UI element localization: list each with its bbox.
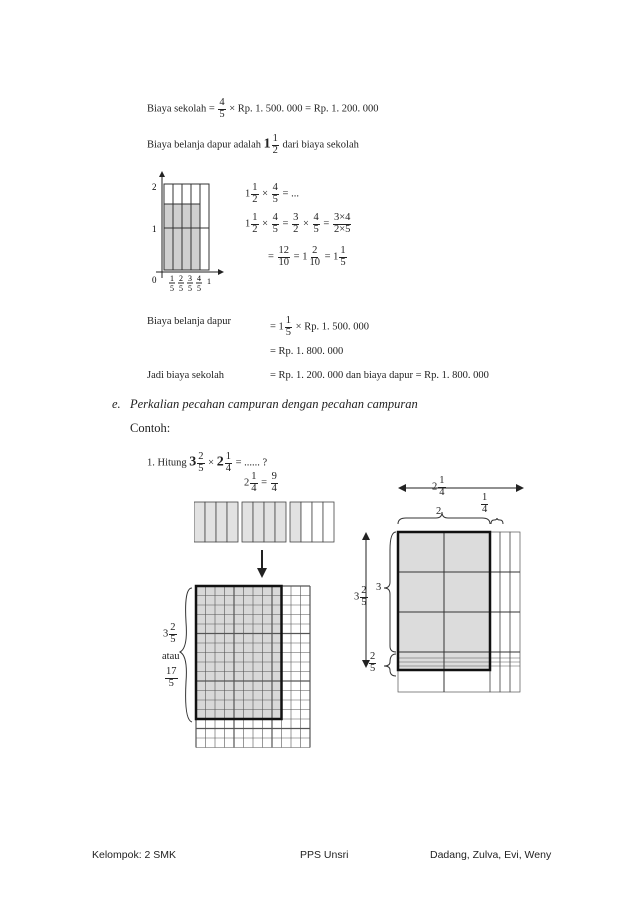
right-small-label: $\frac{2}{5}$ bbox=[370, 651, 376, 674]
x-axis-arrow bbox=[218, 269, 224, 275]
y-axis-arrow bbox=[159, 171, 165, 177]
strip-cell bbox=[242, 502, 253, 542]
small-fraction-chart bbox=[148, 170, 226, 294]
line-jadi-label: Jadi biaya sekolah bbox=[147, 370, 224, 381]
belanja-result: = Rp. 1. 800. 000 bbox=[270, 346, 344, 357]
right-three-label: 3 bbox=[376, 582, 382, 593]
y-label-2: 2 bbox=[152, 182, 157, 192]
strip-bars bbox=[194, 500, 344, 546]
x-label-num-3: 3 bbox=[188, 274, 192, 283]
y-label-0: 0 bbox=[152, 275, 157, 285]
x-label-one: 1 bbox=[207, 277, 211, 286]
fraction-four-fifths: $\frac{4}{5}$ bbox=[219, 97, 225, 120]
line-belanja-dapur: Biaya belanja dapur bbox=[147, 316, 231, 327]
x-label-den-1: 5 bbox=[170, 284, 174, 293]
left-brace bbox=[180, 588, 192, 722]
down-arrow-icon bbox=[256, 550, 268, 580]
left-mixed-label: 3 $\frac{2}{5}$ bbox=[163, 622, 176, 645]
right-side-label: 3 $\frac{2}{5}$ bbox=[354, 585, 367, 608]
x-label-num-4: 4 bbox=[197, 274, 201, 283]
y-label-1: 1 bbox=[152, 224, 157, 234]
footer-right: Dadang, Zulva, Evi, Weny bbox=[430, 849, 552, 861]
section-e-title: Perkalian pecahan campuran dengan pecahan campuran bbox=[130, 397, 418, 411]
right-top-label: 2 $\frac{1}{4}$ bbox=[432, 475, 445, 498]
strip-cell bbox=[205, 502, 216, 542]
strip-cell bbox=[301, 502, 312, 542]
line-biaya-sekolah: Biaya sekolah = $\frac{4}{5}$ × Rp. 1. 500. 000 = Rp. 1. 200. 000 bbox=[147, 97, 379, 120]
section-e-letter: e. bbox=[112, 397, 121, 411]
strip-cell bbox=[312, 502, 323, 542]
strip-cell bbox=[194, 502, 205, 542]
left-improper-label: $\frac{17}{5}$ bbox=[166, 666, 177, 689]
line-jadi-text: = Rp. 1. 200. 000 dan biaya dapur = Rp. 1. 800. 000 bbox=[270, 370, 489, 381]
strip-cell bbox=[216, 502, 227, 542]
strip-cell bbox=[275, 502, 286, 542]
calc-line-c: = $\frac{12}{10}$ = 1 $\frac{2}{10}$ = 1 $\frac{1}{5}$ bbox=[268, 245, 346, 268]
x-label-num-2: 2 bbox=[179, 274, 183, 283]
footer-center: PPS Unsri bbox=[300, 849, 349, 861]
strip-cell bbox=[323, 502, 334, 542]
fraction-half: $\frac{1}{2}$ bbox=[272, 133, 278, 156]
atau-label: atau bbox=[162, 651, 180, 662]
line-biaya-belanja: Biaya belanja dapur adalah 1 $\frac{1}{2}$ dari biaya sekolah bbox=[147, 133, 359, 156]
left-grid-diagram bbox=[176, 582, 326, 752]
calc-line-b: 1 $\frac{1}{2}$ × $\frac{4}{5}$ = $\frac{3}{2}$ × $\frac{4}{5}$ = $\frac{3\times 4}{2\times 5}$ bbox=[245, 212, 351, 235]
right-quarter-label: $\frac{1}{4}$ bbox=[482, 492, 488, 515]
right-two-label: 2 bbox=[436, 506, 442, 517]
strip-cell bbox=[290, 502, 301, 542]
footer-left: Kelompok: 2 SMK bbox=[92, 849, 177, 861]
x-label-den-2: 5 bbox=[179, 284, 183, 293]
conversion: 2 $\frac{1}{4}$ = $\frac{9}{4}$ bbox=[244, 471, 277, 494]
calc-line-a: 1 $\frac{1}{2}$ × $\frac{4}{5}$ = ... bbox=[245, 182, 299, 205]
x-label-den-4: 5 bbox=[197, 284, 201, 293]
strip-cell bbox=[253, 502, 264, 542]
example-1: 1. Hitung 3 $\frac{2}{5}$ × 2 $\frac{1}{4}$ = ...... ? bbox=[147, 451, 268, 474]
x-label-den-3: 5 bbox=[188, 284, 192, 293]
x-label-num-1: 1 bbox=[170, 274, 174, 283]
contoh-label: Contoh: bbox=[130, 421, 171, 435]
strip-cell bbox=[264, 502, 275, 542]
strip-cell bbox=[227, 502, 238, 542]
belanja-formula: = 1 $\frac{1}{5}$ × Rp. 1. 500. 000 bbox=[270, 315, 369, 338]
